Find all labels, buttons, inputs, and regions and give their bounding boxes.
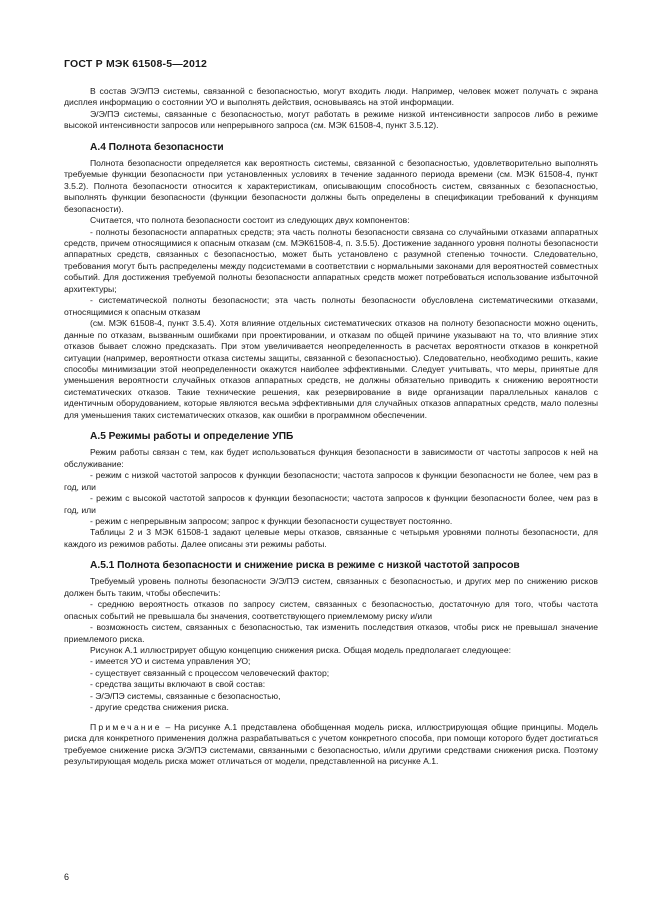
a51-list-item-3: - имеется УО и система управления УО; (90, 656, 251, 667)
intro-paragraph-2: Э/Э/ПЭ системы, связанные с безопасностью, могут работать в режиме низкой интенсивности запросов либо в режиме высокой интенсивности запросов или непрерывного запроса (см. МЭК 61508-4, пункт 3.5.12). (64, 108, 598, 131)
a51-list-item-7: - другие средства снижения риска. (90, 702, 229, 713)
note-paragraph (64, 722, 598, 768)
a4-paragraph-1: Полнота безопасности определяется как вероятность системы, связанной с безопасностью, удовлетворительно выполнять требуемые функции безопасности при установленных условиях в течение заданного периода времени (см. МЭК 61508-4, пункт 3.5.2). Полнота безопасности относится к характеристикам, описывающим способность систем, связанных с безопасностью, выполнять функции безопасности (функции безопасности должны быть определены в спецификации требований к функциям безопасности). (64, 157, 598, 214)
a51-paragraph-1: Требуемый уровень полноты безопасности Э/Э/ПЭ систем, связанных с безопасностью, и других мер по снижению рисков должен быть таким, чтобы обеспечить: (64, 576, 598, 598)
a4-list-item-1: - полноты безопасности аппаратных средств; эта часть полноты безопасности связана со случайными отказами аппаратных средств, причем относящимися к опасным отказам (см. МЭК61508-4, п. 3.5.5). Достижение заданного уровня полноты безопасности аппаратных средств, связанных с безопасностью, может быть установлено с разумной степенью точности. Следовательно, требования могут быть распределены между подсистемами в соответствии с нормальными законами для вероятностей совместных событий. Для достижения требуемой полноты безопасности аппаратных средств может потребоваться использование избыточной архитектуры; (64, 226, 598, 294)
a5-list-item-3: - режим с непрерывным запросом; запрос к функции безопасности существует постоянно. (90, 515, 453, 526)
page-number: 6 (64, 872, 70, 882)
a4-paragraph-2: Считается, что полнота безопасности состоит из следующих двух компонентов: (90, 215, 410, 226)
section-a4-heading: А.4 Полнота безопасности (90, 141, 224, 153)
section-a5-heading: А.5 Режимы работы и определение УПБ (90, 431, 294, 443)
document-header: ГОСТ Р МЭК 61508-5—2012 (64, 58, 208, 70)
a51-list-item-1: - среднюю вероятность отказов по запросу систем, связанных с безопасностью, достаточную для того, чтобы частота опасных событий не превышала бы значения, соответствующего приемлемому риску и/или (64, 599, 598, 621)
a51-list-item-6: - Э/Э/ПЭ системы, связанные с безопасностью, (90, 690, 281, 701)
a5-list-item-2: - режим с высокой частотой запросов к функции безопасности; частота запросов к функции безопасности более, чем раз в год, или (64, 493, 598, 515)
a5-paragraph-1: Режим работы связан с тем, как будет использоваться функция безопасности в зависимости от частоты запросов к ней на обслуживание: (64, 447, 598, 469)
section-a51-heading: А.5.1 Полнота безопасности и снижение риска в режиме с низкой частотой запросов (90, 560, 520, 572)
a5-paragraph-2: Таблицы 2 и 3 МЭК 61508-1 задают целевые меры отказов, связанные с четырьмя уровнями полноты безопасности, для каждого из режимов работы. Далее описаны эти режимы работы. (64, 527, 598, 549)
intro-paragraph-1: В состав Э/Э/ПЭ системы, связанной с безопасностью, могут входить люди. Например, человек может получать с экрана дисплея информацию о состоянии УО и выполнять действия, основываясь на этой информации. (64, 86, 598, 108)
a5-list-item-1: - режим с низкой частотой запросов к функции безопасности; частота запросов к функции безопасности не более, чем раз в год, или (64, 470, 598, 492)
note-text: – На рисунке А.1 представлена обобщенная модель риска, иллюстрирующая общие принципы. Модель риска для конкретного применения должна разрабатываться с учетом конкретного способа, при помощи которого будет достигаться требуемое снижение риска Э/Э/ПЭ системами, связанными с безопасностью, и/или другими средствами снижения риска. Поэтому результирующая модель риска может отличаться от модели, представленной на рисунке А.1. (64, 721, 598, 767)
a51-list-item-2: - возможность систем, связанных с безопасностью, так изменить последствия отказов, чтобы риск не превышал значение приемлемого риска. (64, 622, 598, 644)
a51-list-item-5: - средства защиты включают в свой состав: (90, 679, 266, 690)
page-body (64, 86, 598, 768)
a51-list-item-4: - существует связанный с процессом человеческий фактор; (90, 667, 330, 678)
a4-list-item-2: - систематической полноты безопасности; эта часть полноты безопасности обусловлена систематическими отказами, относящимися к опасным отказам (64, 295, 598, 317)
a4-paragraph-3: (см. МЭК 61508-4, пункт 3.5.4). Хотя влияние отдельных систематических отказов на полноту безопасности можно оценить, данные по отказам, вызванным ошибками при проектировании, и отказам по общей причине указывают на то, что влияние этих отказов бывает сложно предсказать. При этом увеличивается неопределенность в расчетах вероятности отказов в конкретной ситуации (например, вероятности отказа системы защиты, связанной с безопасностью). Следовательно, необходимо решить, какие способы минимизации этой неопределенности окажутся наиболее эффективными. Следует учитывать, что меры, принятые для уменьшения вероятности случайных отказов аппаратных средств, не должны обязательно приводить к снижению вероятности систематических отказов. Такие технические решения, как резервирование в виде организации параллельных каналов с идентичным оборудованием, которые являются весьма эффективными для случайных отказов аппаратных средств, мало полезны для уменьшения таких систематических отказов, как ошибки в программном обеспечении. (64, 318, 598, 420)
note-label: Примечание (90, 721, 162, 732)
a51-paragraph-2: Рисунок А.1 иллюстрирует общую концепцию снижения риска. Общая модель предполагает следующее: (90, 645, 511, 656)
